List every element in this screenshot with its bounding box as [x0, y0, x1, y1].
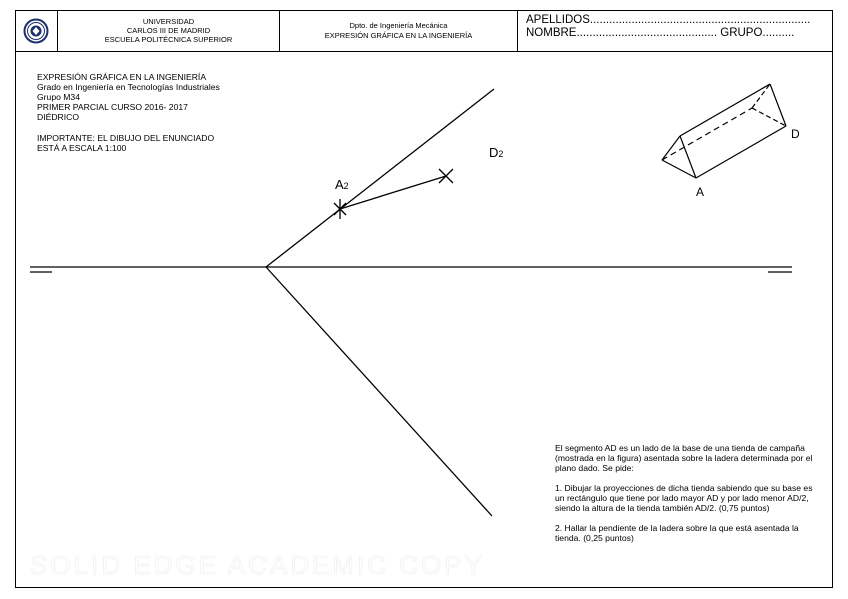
nombre-grupo-field: NOMBRE............................................ GRUPO.......... [526, 27, 795, 39]
tent-hidden-edge [752, 108, 786, 126]
department-line: Dpto. de Ingeniería Mecánica [349, 20, 448, 30]
department-line: EXPRESIÓN GRÁFICA EN LA INGENIERÍA [324, 30, 473, 40]
label-d2: D2 [489, 145, 504, 160]
tent-figure [662, 84, 786, 178]
university-line: ESCUELA POLITÉCNICA SUPERIOR [104, 35, 233, 44]
apellidos-field: APELLIDOS..................................................................... [526, 14, 811, 26]
tent-edge [662, 136, 680, 160]
plane-horizontal-trace [266, 267, 492, 516]
topic-line: DIÉDRICO [37, 112, 80, 122]
tent-edge [770, 84, 786, 126]
label-a2: A2 [335, 177, 349, 192]
university-line: UNIVERSIDAD [142, 17, 195, 26]
degree-line: Grado en Ingeniería en Tecnologías Industriales [37, 82, 220, 92]
task-statement [555, 443, 817, 553]
tent-edge [680, 136, 696, 178]
watermark: SOLID EDGE ACADEMIC COPY [30, 550, 485, 580]
tent-hidden-edge [662, 108, 752, 160]
exam-line: PRIMER PARCIAL CURSO 2016- 2017 [37, 102, 188, 112]
tent-hidden-edge [752, 84, 770, 108]
tent-edge [662, 160, 696, 178]
important-line: IMPORTANTE: EL DIBUJO DEL ENUNCIADO [37, 133, 215, 143]
university-line: CARLOS III DE MADRID [126, 26, 211, 35]
segment-ad-projection [340, 176, 446, 209]
task-question-1: 1. Dibujar la proyecciones de dicha tienda sabiendo que su base es un rectángulo que tiene por lado mayor AD y por lado menor AD/2, siendo la altura de la tienda también AD/2. (0,75 puntos) [555, 483, 813, 513]
task-intro: El segmento AD es un lado de la base de una tienda de campaña (mostrada en la figura) asentada sobre la ladera determinada por el plano dado. Se pide: [555, 443, 813, 473]
group-line: Grupo M34 [37, 92, 80, 102]
task-question-2: 2. Hallar la pendiente de la ladera sobre la que está asentada la tienda. (0,25 puntos) [555, 523, 799, 543]
tent-edge [696, 126, 786, 178]
course-title: EXPRESIÓN GRÁFICA EN LA INGENIERÍA [37, 72, 207, 82]
tent-label-a: A [696, 185, 705, 199]
scale-line: ESTÁ A ESCALA 1:100 [37, 143, 127, 153]
tent-label-d: D [791, 127, 800, 141]
plane-vertical-trace [266, 89, 494, 267]
